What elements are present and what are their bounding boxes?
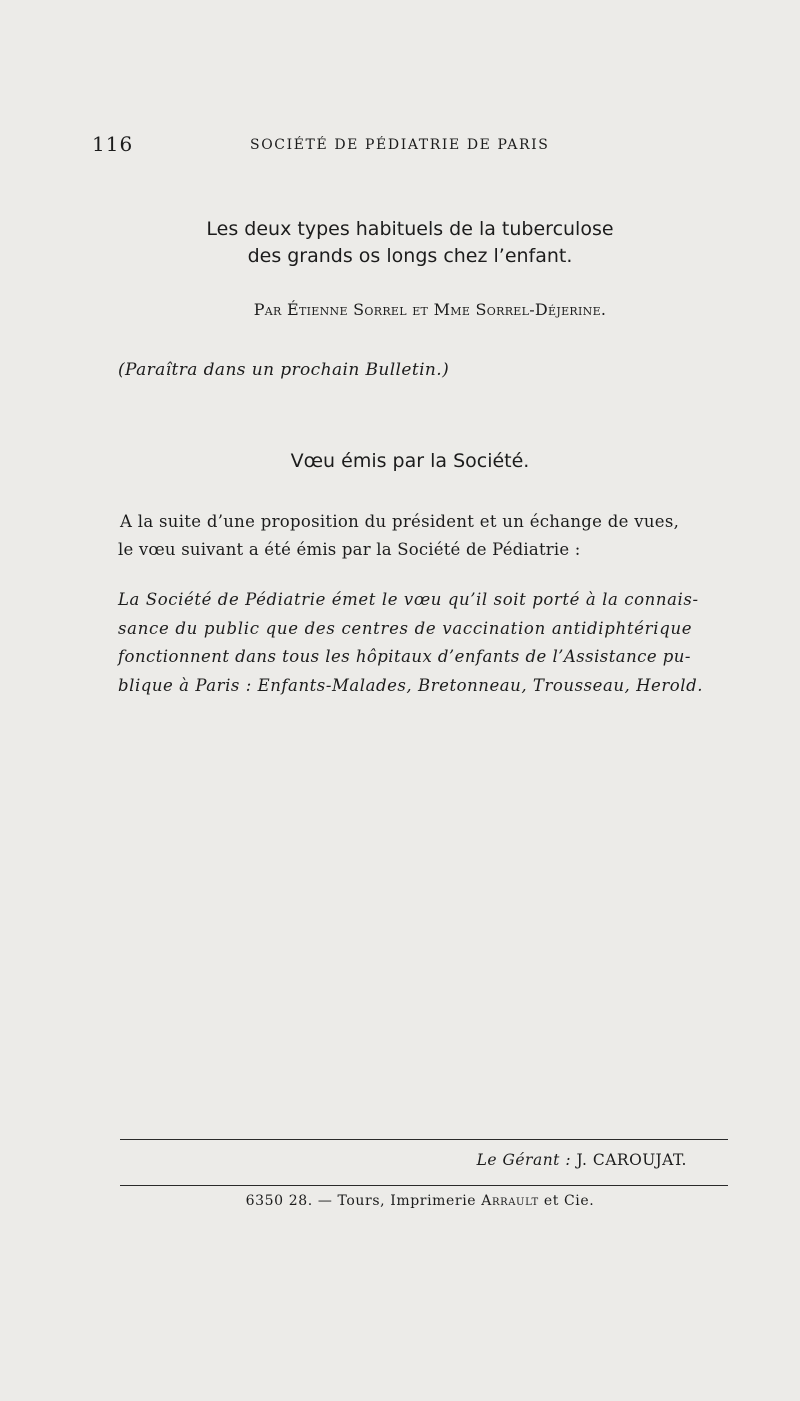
page-header [92,132,728,158]
printer-code: 6350 28. [245,1193,313,1209]
resolution-line-1: La Société de Pédiatrie émet le vœu qu’il soit porté à la connais- [118,590,699,609]
gerant-name: J. CAROUJAT. [576,1151,687,1169]
intro-line-1: A la suite d’une proposition du président et un échange de vues, [120,512,680,531]
printer-suffix: et Cie. [543,1193,595,1209]
footer-rule-top [120,1139,728,1140]
gerant-line [477,1151,687,1169]
footer-rule-bottom [120,1185,728,1186]
article-title-line-1: Les deux types habituels de la tuberculose [206,218,614,240]
article-title [120,216,700,270]
resolution-line-3: fonctionnent dans tous les hôpitaux d’enfants de l’Assistance pu- [118,647,691,666]
gerant-label: Le Gérant : [476,1151,572,1169]
resolution-paragraph [118,586,730,700]
article-title-line-2: des grands os longs chez l’enfant. [247,245,573,267]
forthcoming-note: (Paraîtra dans un prochain Bulletin.) [118,360,450,380]
intro-paragraph [120,508,725,564]
intro-line-2: le vœu suivant a été émis par la Société de Pédiatrie : [118,540,581,559]
printer-imprint [120,1193,720,1209]
resolution-line-4: blique à Paris : Enfants-Malades, Bretonneau, Trousseau, Herold. [118,675,704,695]
printer-city: Tours, Imprimerie [337,1193,477,1209]
printer-name: Arrault [481,1193,539,1209]
running-head: SOCIÉTÉ DE PÉDIATRIE DE PARIS [250,137,550,153]
article-authors: Par Étienne Sorrel et Mme Sorrel-Déjerine. [253,300,607,319]
section-title: Vœu émis par la Société. [290,450,530,472]
page-number: 116 [92,132,134,156]
resolution-line-2: sance du public que des centres de vaccination antidiphtérique [118,618,693,638]
printer-dash: — [317,1193,333,1209]
